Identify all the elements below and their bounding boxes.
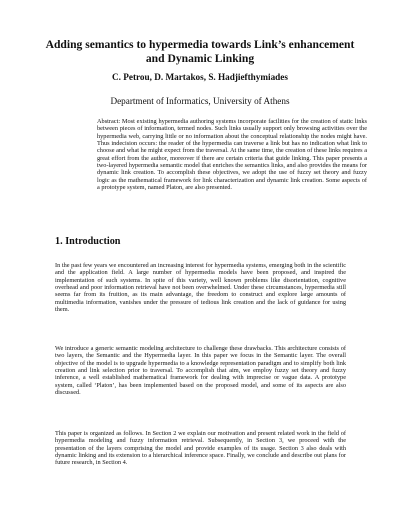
section-heading-introduction: 1. Introduction	[55, 236, 121, 247]
paper-affiliation: Department of Informatics, University of Athens	[110, 96, 290, 106]
paper-title: Adding semantics to hypermedia towards Link’s enhancement and Dynamic Linking	[45, 38, 355, 65]
abstract-text: Abstract: Most existing hypermedia authoring systems incorporate facilities for the creation of static links between pieces of information, termed nodes. Such links usually support only browsing activities over the hypermedia web, carrying little or no information about the conceptual relationship the nodes might have. Thus indecision occurs: the reader of the hypermedia can traverse a link but has no indication what link to choose and what he might expect from the traversal. At the same time, the creation of these links requires a great effort from the author, moreover if there are certain criteria that guide linking. This paper presents a two-layered hypermedia semantic model that enriches the semantics links, and also provides the means for dynamic link creation. To accomplish these objectives, we adopt the use of fuzzy set theory and fuzzy logic as the mathematical framework for link characterization and dynamic link creation. Some aspects of a prototype system, named Platon, are also presented.	[97, 118, 367, 192]
intro-paragraph-3: This paper is organized as follows. In Section 2 we explain our motivation and present related work in the field of hypermedia modeling and fuzzy information retrieval. Subsequently, in Section 3, we proceed with the presentation of the layers comprising the model and provide examples of its usage. Section 3 also deals with dynamic linking and its extension to a hierarchical inference space. Finally, we conclude and describe out plans for future research, in Section 4.	[55, 430, 346, 467]
intro-paragraph-1: In the past few years we encountered an increasing interest for hypermedia systems, emerging both in the scientific and the application field. A large number of hypermedia models have been proposed, and inspired the implementation of such systems. In spite of this variety, well known problems like disorientation, cognitive overhead and poor information retrieval have not been overwhelmed. Under these circumstances, hypermedia still seems far from its fruition, as its main advantage, the freedom to construct and explore large amounts of multimedia information, vanishes under the pressure of tedious link creation and the lack of guidance for using them.	[55, 262, 346, 314]
intro-paragraph-2: We introduce a generic semantic modeling architecture to challenge these drawbacks. This architecture consists of two layers, the Semantic and the Hypermedia layer. In this paper we focus in the Semantic layer. The overall objective of the model is to upgrade hypermedia to a knowledge representation paradigm and to simplify both link creation and link selection prior to traversal. To accomplish that aim, we employ fuzzy set theory and fuzzy inference, a well established mathematical framework for dealing with imprecise or vague data. A prototype system, called ‘Platon’, has been implemented based on the proposed model, and some of its aspects are also discussed.	[55, 345, 346, 397]
paper-authors: C. Petrou, D. Martakos, S. Hadjiefthymiades	[112, 72, 288, 82]
